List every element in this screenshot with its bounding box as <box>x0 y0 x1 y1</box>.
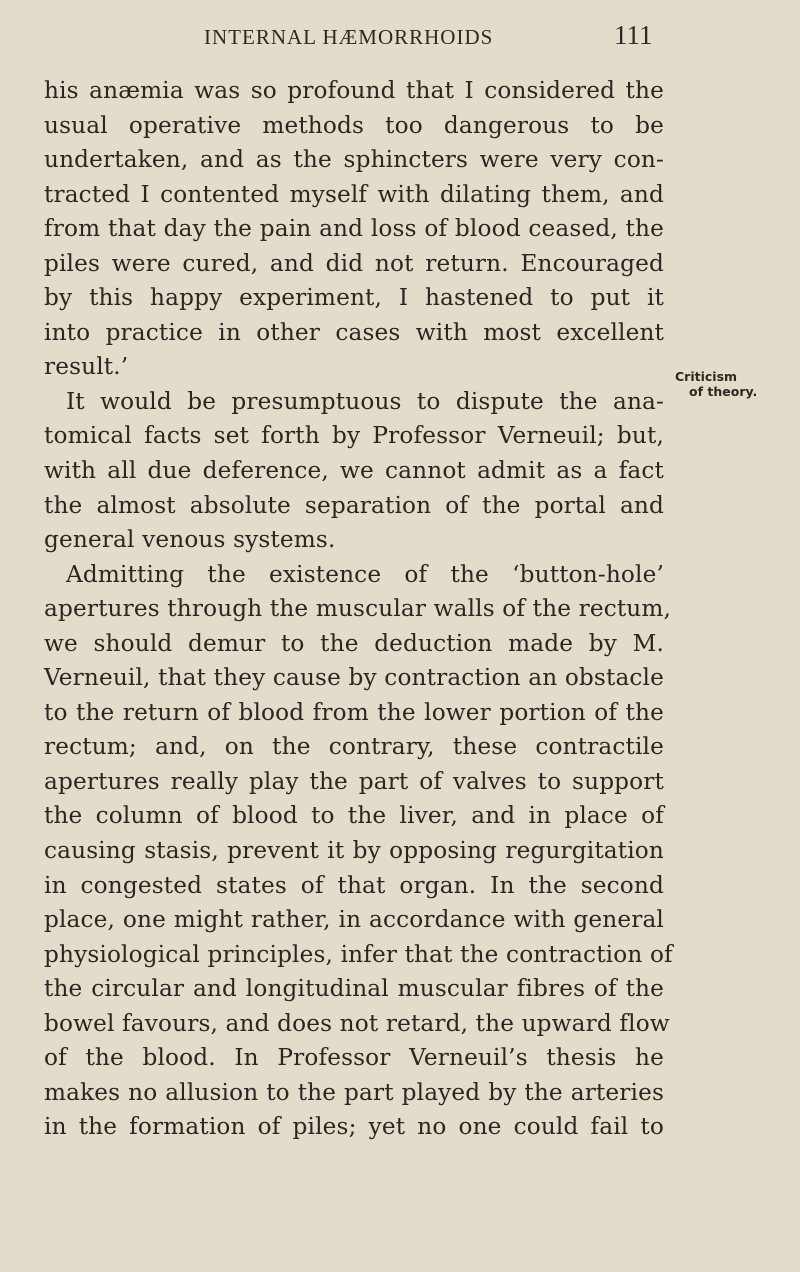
text-line: usual operative methods too dangerous to be <box>44 111 664 139</box>
body-text <box>44 74 673 1145</box>
text-line: the almost absolute separation of the portal and <box>44 491 664 519</box>
text-line: of the blood. In Professor Verneuil’s thesis he <box>44 1044 664 1072</box>
text-line: in the formation of piles; yet no one could fail to <box>44 1113 664 1141</box>
page-number: 111 <box>614 20 653 50</box>
text-line: undertaken, and as the sphincters were very con- <box>44 146 664 174</box>
text-line: piles were cured, and did not return. Encouraged <box>44 249 664 277</box>
text-line: from that day the pain and loss of blood ceased, the <box>44 215 664 243</box>
text-line: It would be presumptuous to dispute the ana- <box>66 387 664 415</box>
text-line: with all due deference, we cannot admit as a fact <box>44 457 664 485</box>
text-line: Verneuil, that they cause by contraction an obstacle <box>44 664 664 692</box>
text-line: tomical facts set forth by Professor Verneuil; but, <box>44 422 664 450</box>
text-line: the column of blood to the liver, and in place of <box>44 802 664 830</box>
text-line: place, one might rather, in accordance with general <box>44 906 664 934</box>
text-line: rectum; and, on the contrary, these contractile <box>44 733 664 761</box>
text-line: makes no allusion to the part played by the arteries <box>44 1078 664 1106</box>
text-line: his anæmia was so profound that I considered the <box>44 77 664 104</box>
margin-note-line: of theory. <box>689 384 758 399</box>
text-line: into practice in other cases with most excellent <box>44 318 664 346</box>
margin-note <box>675 369 757 399</box>
text-line: bowel favours, and does not retard, the upward flow <box>44 1009 670 1037</box>
page-header <box>0 20 800 60</box>
text-line: in congested states of that organ. In the second <box>44 871 664 899</box>
text-line: tracted I contented myself with dilating them, and <box>44 180 664 208</box>
text-line: the circular and longitudinal muscular fibres of the <box>44 975 664 1003</box>
text-line: to the return of blood from the lower portion of the <box>44 698 664 726</box>
text-line: result.’ <box>44 353 129 381</box>
text-line: apertures through the muscular walls of the rectum, <box>44 595 672 623</box>
running-title: INTERNAL HÆMORRHOIDS <box>204 25 494 49</box>
text-line: physiological principles, infer that the contraction of <box>44 940 673 968</box>
text-line: apertures really play the part of valves to support <box>44 767 664 795</box>
text-line: we should demur to the deduction made by M. <box>44 629 664 657</box>
margin-note-line: Criticism <box>675 369 738 384</box>
text-line: causing stasis, prevent it by opposing regurgitation <box>44 837 664 865</box>
text-line: by this happy experiment, I hastened to put it <box>44 284 664 312</box>
text-line: Admitting the existence of the ‘button-hole’ <box>66 560 664 588</box>
text-line: general venous systems. <box>44 526 336 554</box>
